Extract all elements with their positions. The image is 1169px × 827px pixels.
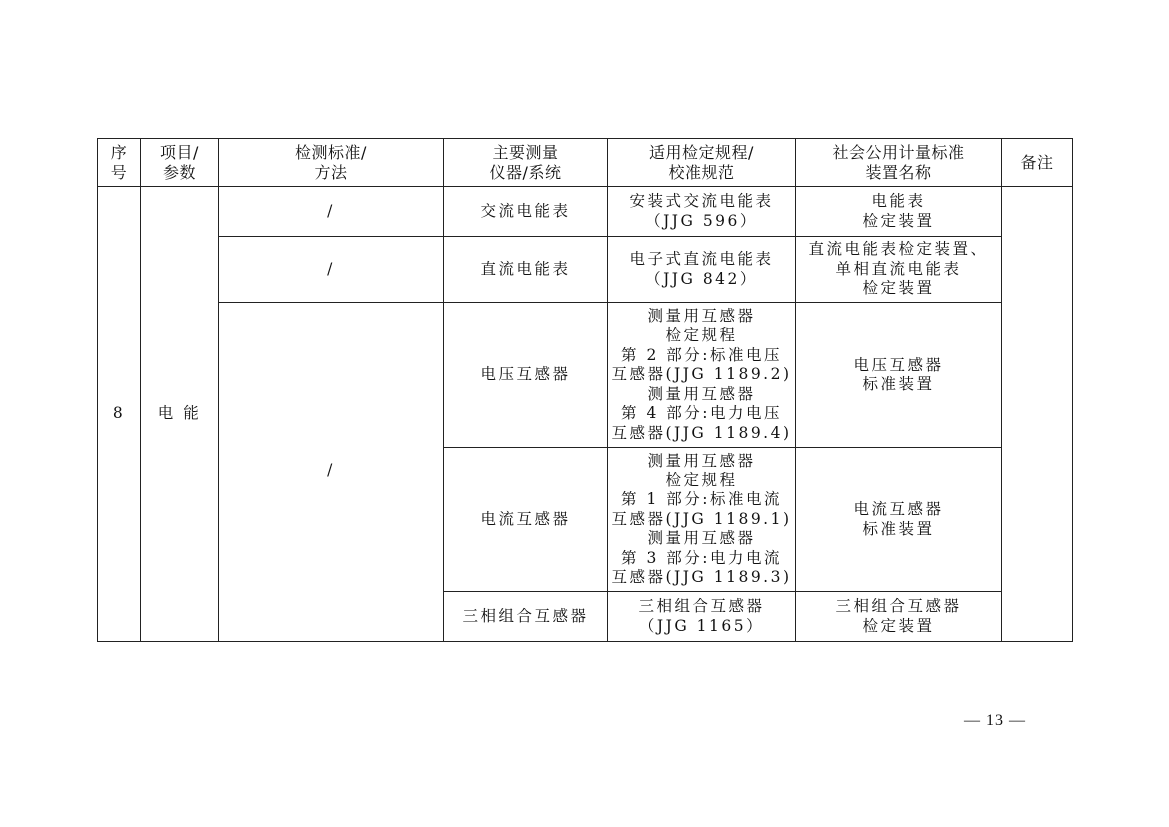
table-row <box>98 187 1073 237</box>
instrument-cell: 三相组合互感器 <box>444 592 608 642</box>
standard-cell: 直流电能表检定装置、 单相直流电能表 检定装置 <box>796 237 1002 303</box>
table-row <box>98 303 1073 448</box>
method-cell: / <box>219 187 444 237</box>
regulation-cell: 测量用互感器 检定规程 第 1 部分:标准电流 互感器(JJG 1189.1) 测量用互感器 第 3 部分:电力电流 互感器(JJG 1189.3) <box>608 448 796 592</box>
regulation-cell: 三相组合互感器 （JJG 1165） <box>608 592 796 642</box>
header-regulation: 适用检定规程/ 校准规范 <box>608 139 796 187</box>
instrument-cell: 电流互感器 <box>444 448 608 592</box>
header-seq: 序 号 <box>98 139 141 187</box>
table-row <box>98 237 1073 303</box>
instrument-cell: 直流电能表 <box>444 237 608 303</box>
instrument-cell: 电压互感器 <box>444 303 608 448</box>
item-cell: 电 能 <box>141 187 219 642</box>
regulation-cell: 安装式交流电能表 （JJG 596） <box>608 187 796 237</box>
method-cell: / <box>219 303 444 642</box>
regulation-cell: 电子式直流电能表 （JJG 842） <box>608 237 796 303</box>
seq-cell: 8 <box>98 187 141 642</box>
instrument-cell: 交流电能表 <box>444 187 608 237</box>
regulation-cell: 测量用互感器 检定规程 第 2 部分:标准电压 互感器(JJG 1189.2) 测量用互感器 第 4 部分:电力电压 互感器(JJG 1189.4) <box>608 303 796 448</box>
header-method: 检测标准/ 方法 <box>219 139 444 187</box>
header-standard: 社会公用计量标准 装置名称 <box>796 139 1002 187</box>
standard-cell: 电能表 检定装置 <box>796 187 1002 237</box>
method-cell: / <box>219 237 444 303</box>
standard-cell: 三相组合互感器 检定装置 <box>796 592 1002 642</box>
header-instrument: 主要测量 仪器/系统 <box>444 139 608 187</box>
calibration-table <box>97 138 1073 642</box>
page-number: — 13 — <box>964 712 1026 729</box>
standard-cell: 电流互感器 标准装置 <box>796 448 1002 592</box>
header-item: 项目/ 参数 <box>141 139 219 187</box>
standard-cell: 电压互感器 标准装置 <box>796 303 1002 448</box>
note-cell <box>1002 187 1073 642</box>
header-row <box>98 139 1073 187</box>
header-note: 备注 <box>1002 139 1073 187</box>
